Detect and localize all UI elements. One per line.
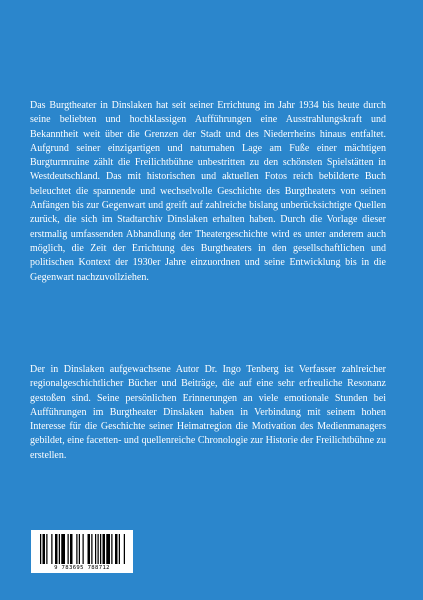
- barcode-bar-8: [70, 534, 73, 564]
- barcode-bar-4: [55, 534, 58, 564]
- barcode-bar-10: [79, 534, 80, 564]
- blurb-paragraph-history: Das Burgtheater in Dinslaken hat seit seiner Errichtung im Jahr 1934 bis heute durch seine beliebten und hochklassigen Aufführungen eine Ausstrahlungskraft und Bekanntheit weit über die Grenzen der Stadt und des Niederrheins hinaus entfaltet. Aufgrund seiner einzigartigen und naturnahen Lage am Fuße einer mächtigen Burgturmruine zählt die Freilichtbühne unbestritten zu den schönsten Spielstätten in Westdeutschland. Das mit historischen und aktuellen Fotos reich bebilderte Buch beleuchtet die spannende und wechselvolle Geschichte des Burgtheaters von seinen Anfängen bis zur Gegenwart und greift auf zahlreiche bislang unberücksichtigte Quellen zurück, die sich im Stadtarchiv Dinslaken erhalten haben. Durch die Vorlage dieser erstmalig umfassenden Abhandlung der Theatergeschichte wird es unter anderem auch möglich, die Zeit der Errichtung des Burgtheaters in den gesellschaftlichen und politischen Kontext der 1930er Jahre einzuordnen und seine Entwicklung bis in die Gegenwart nachzuvollziehen.: [30, 100, 386, 283]
- barcode-bar-9: [76, 534, 77, 564]
- barcode-bar-20: [115, 534, 118, 564]
- barcode-bar-13: [91, 534, 92, 564]
- isbn-digits: 9 783695 788712: [54, 565, 110, 571]
- barcode-bar-15: [98, 534, 99, 564]
- blurb-paragraph-author: Der in Dinslaken aufgewachsene Autor Dr. Ingo Tenberg ist Verfasser zahlreicher regionalgeschichtlicher Bücher und Beiträge, die auf eine sehr erfreuliche Resonanz gestoßen sind. Seine persönlichen Erinnerungen an viele emotionale Stunden bei Aufführungen im Burgtheater Dinslaken haben in Verbindung mit seinem hohen Interesse für die Geschichte seiner Heimatregion die Motivation des Medienmanagers gebildet, eine facetten- und quellenreiche Chronologie zur Historie der Freilichtbühne zu erstellen.: [30, 364, 386, 461]
- barcode-bar-5: [59, 534, 60, 564]
- isbn-barcode: [31, 530, 133, 573]
- barcode-bar-22: [124, 534, 125, 564]
- barcode-bar-16: [100, 534, 101, 564]
- barcode-bar-21: [119, 534, 120, 564]
- barcode-bar-12: [88, 534, 91, 564]
- barcode-bar-0: [40, 534, 41, 564]
- barcode-bar-18: [106, 534, 110, 564]
- barcode-bar-11: [83, 534, 84, 564]
- barcode-bar-7: [68, 534, 69, 564]
- barcode-bar-1: [43, 534, 46, 564]
- barcode-bar-2: [46, 534, 47, 564]
- barcode-bar-14: [95, 534, 96, 564]
- barcode-bar-6: [61, 534, 65, 564]
- barcode-bar-3: [51, 534, 52, 564]
- barcode-bar-19: [111, 534, 112, 564]
- barcode-bar-17: [103, 534, 106, 564]
